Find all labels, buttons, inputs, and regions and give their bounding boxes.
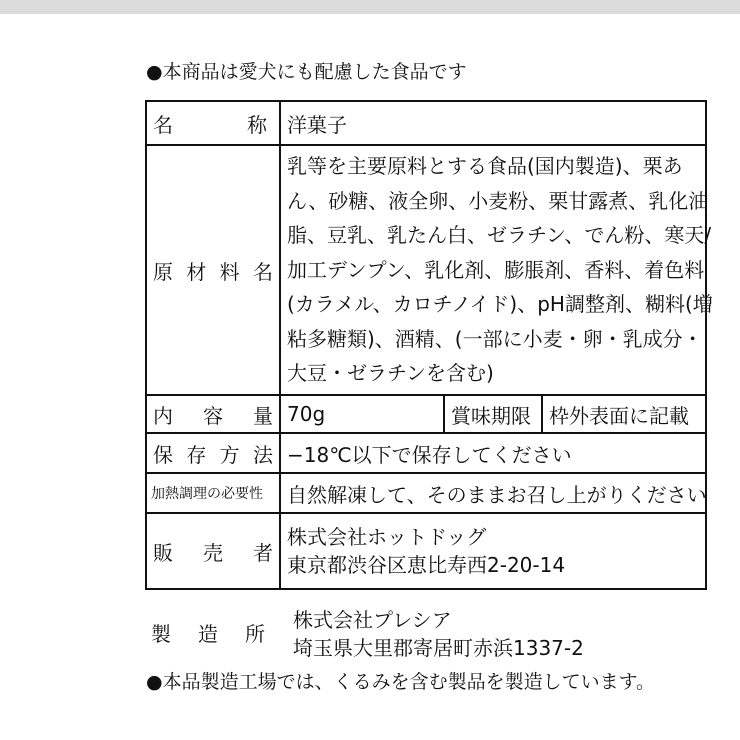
row-storage [146, 433, 706, 473]
manufacturer-company: 株式会社プレシア [293, 608, 452, 632]
ingredients-label: 原 材 料 名 [146, 145, 280, 395]
manufacturer-label: 製 造 所 [151, 622, 265, 646]
seller-address: 東京都渋谷区恵比寿西2-20-14 [287, 553, 566, 577]
ingredients-line: (カラメル、カロチノイド)、pH調整剤、糊料(増 [287, 292, 713, 317]
top-gray-bar [0, 0, 740, 14]
manufacturer-block [145, 600, 705, 668]
row-ingredients [146, 145, 706, 395]
storage-value: −18℃以下で保存してください [280, 433, 706, 473]
ingredients-line: 加工デンプン、乳化剤、膨脹剤、香料、着色料 [287, 257, 705, 282]
walnut-allergen-note: ●本品製造工場では、くるみを含む製品を製造しています。 [146, 671, 656, 693]
row-seller [146, 513, 706, 589]
pet-consideration-note: ●本商品は愛犬にも配慮した食品です [146, 61, 467, 83]
ingredients-line: 乳等を主要原料とする食品(国内製造)、栗あ [287, 154, 683, 179]
heating-label: 加熱調理の必要性 [146, 473, 280, 513]
ingredients-line: 大豆・ゼラチンを含む) [287, 361, 494, 386]
row-content [146, 395, 706, 433]
expiry-value: 枠外表面に記載 [542, 395, 706, 433]
row-name [146, 101, 706, 145]
row-heating [146, 473, 706, 513]
name-label: 名 称 [146, 101, 280, 145]
seller-value [280, 513, 706, 589]
heating-value: 自然解凍して、そのままお召し上がりください [280, 473, 706, 513]
manufacturer-value [293, 606, 584, 662]
storage-label: 保 存 方 法 [146, 433, 280, 473]
ingredients-line: ん、砂糖、液全卵、小麦粉、栗甘露煮、乳化油 [287, 188, 709, 213]
seller-company: 株式会社ホットドッグ [287, 525, 487, 549]
ingredients-line: 脂、豆乳、乳たん白、ゼラチン、でん粉、寒天/ [287, 223, 712, 248]
content-label: 内 容 量 [146, 395, 280, 433]
manufacturer-address: 埼玉県大里郡寄居町赤浜1337-2 [293, 636, 584, 660]
content-value: 70g [280, 395, 444, 433]
ingredients-line: 粘多糖類)、酒精、(一部に小麦・卵・乳成分・ [287, 326, 703, 351]
ingredients-value [280, 145, 713, 395]
food-label-table [145, 100, 713, 590]
name-value: 洋菓子 [280, 101, 706, 145]
seller-label: 販 売 者 [146, 513, 280, 589]
expiry-label: 賞味期限 [444, 395, 542, 433]
